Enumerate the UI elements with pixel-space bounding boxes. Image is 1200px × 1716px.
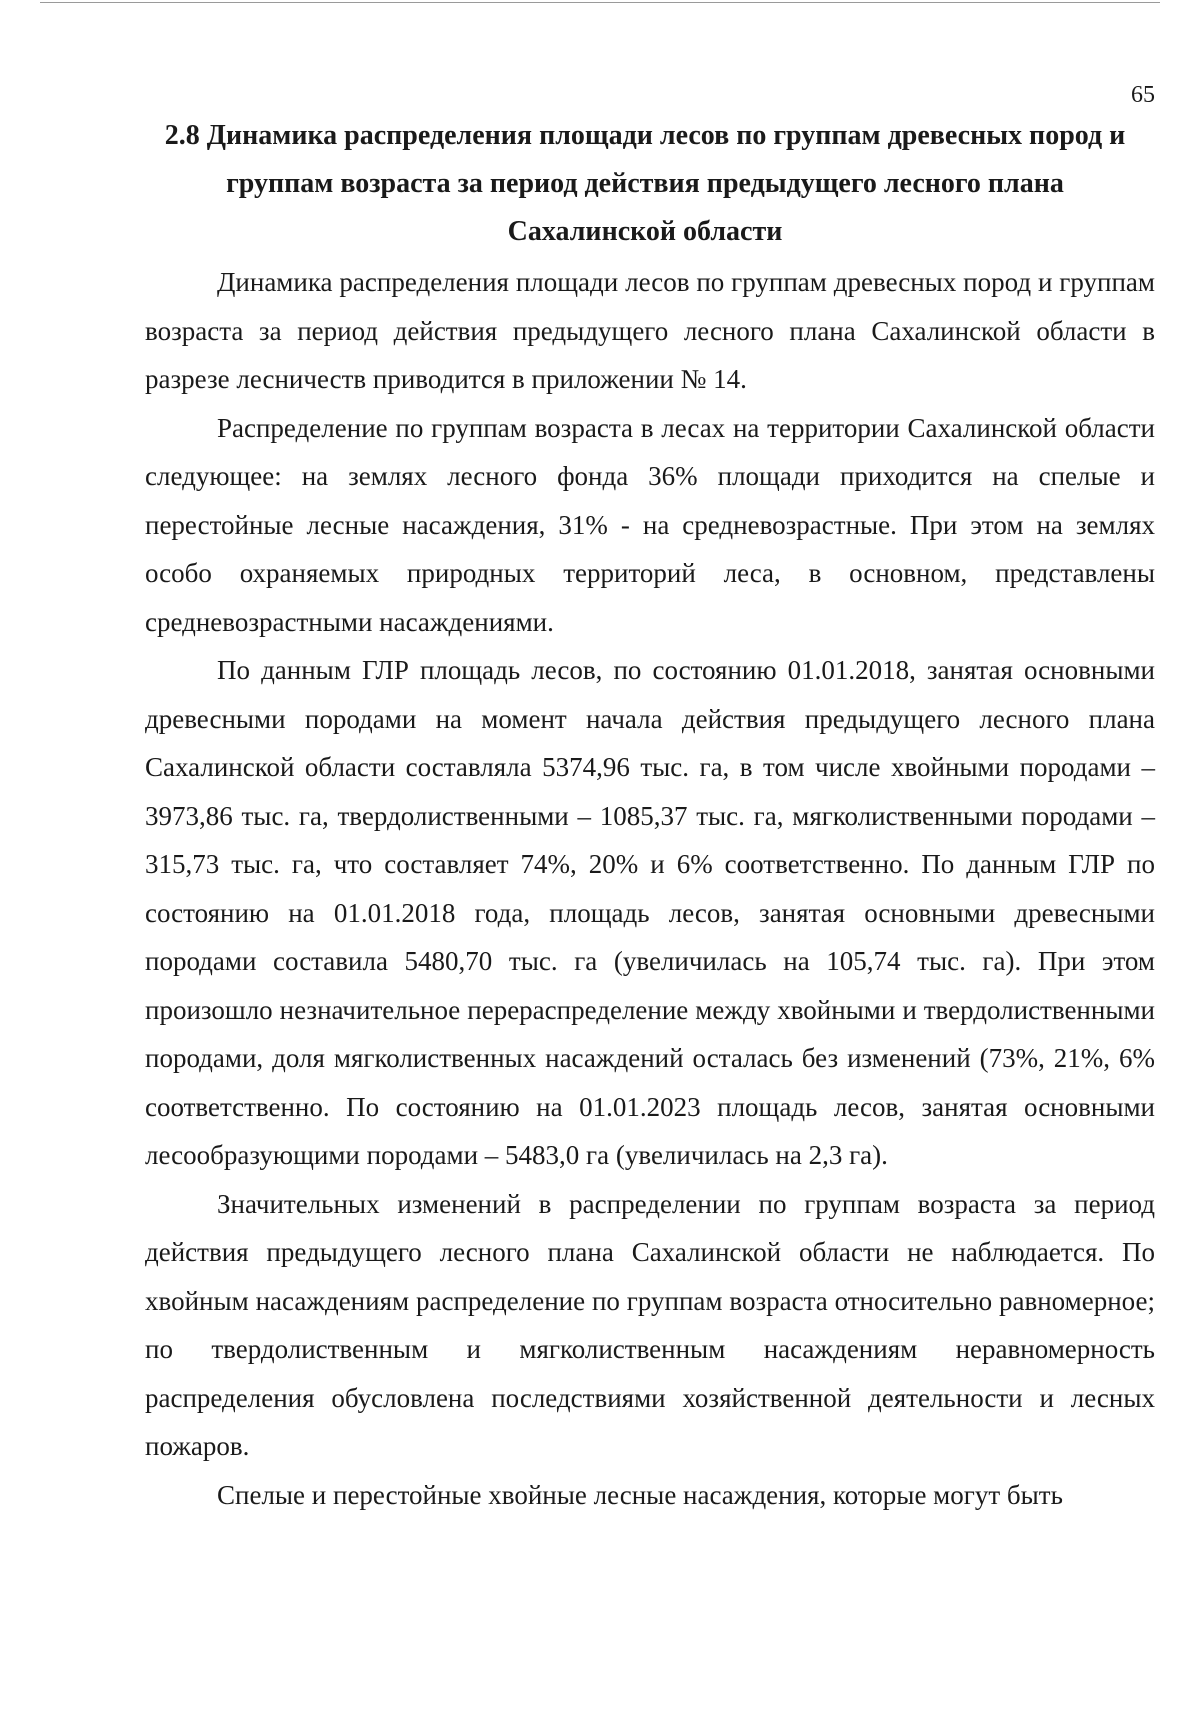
section-heading: 2.8 Динамика распределения площади лесов по группам древесных пород и группам возраста за период действия предыдущего лесного плана Сахалинской области <box>164 120 1126 247</box>
paragraph: Значительных изменений в распределении по группам возраста за период действия предыдущего лесного плана Сахалинской области не наблюдается. По хвойным насаждениям распределение по группам возраста относительно равномерное; по твердолиственным и мягколиственным насаждениям неравномерность распределения обусловлена последствиями хозяйственной деятельности и лесных пожаров. <box>145 1188 1155 1461</box>
paragraph: Спелые и перестойные хвойные лесные насаждения, которые могут быть <box>217 1479 1063 1510</box>
paragraph: Распределение по группам возраста в лесах на территории Сахалинской области следующее: на землях лесного фонда 36% площади приходится на спелые и перестойные лесные насаждения, 31% - на средневозрастные. При этом на землях особо охраняемых природных территорий леса, в основном, представлены средневозрастными насаждениями. <box>145 412 1155 637</box>
top-divider <box>40 2 1160 3</box>
document-body <box>145 258 1155 1519</box>
paragraph: По данным ГЛР площадь лесов, по состоянию 01.01.2018, занятая основными древесными породами на момент начала действия предыдущего лесного плана Сахалинской области составляла 5374,96 тыс. га, в том числе хвойными породами – 3973,86 тыс. га, твердолиственными – 1085,37 тыс. га, мягколиственными породами – 315,73 тыс. га, что составляет 74%, 20% и 6% соответственно. По данным ГЛР по состоянию на 01.01.2018 года, площадь лесов, занятая основными древесными породами составила 5480,70 тыс. га (увеличилась на 105,74 тыс. га). При этом произошло незначительное перераспределение между хвойными и твердолиственными породами, доля мягколиственных насаждений осталась без изменений (73%, 21%, 6% соответственно. По состоянию на 01.01.2023 площадь лесов, занятая основными лесообразующими породами – 5483,0 га (увеличилась на 2,3 га). <box>145 655 1155 1170</box>
page-number: 65 <box>1131 82 1155 108</box>
paragraph: Динамика распределения площади лесов по группам древесных пород и группам возраста за период действия предыдущего лесного плана Сахалинской области в разрезе лесничеств приводится в приложении № 14. <box>145 267 1155 394</box>
